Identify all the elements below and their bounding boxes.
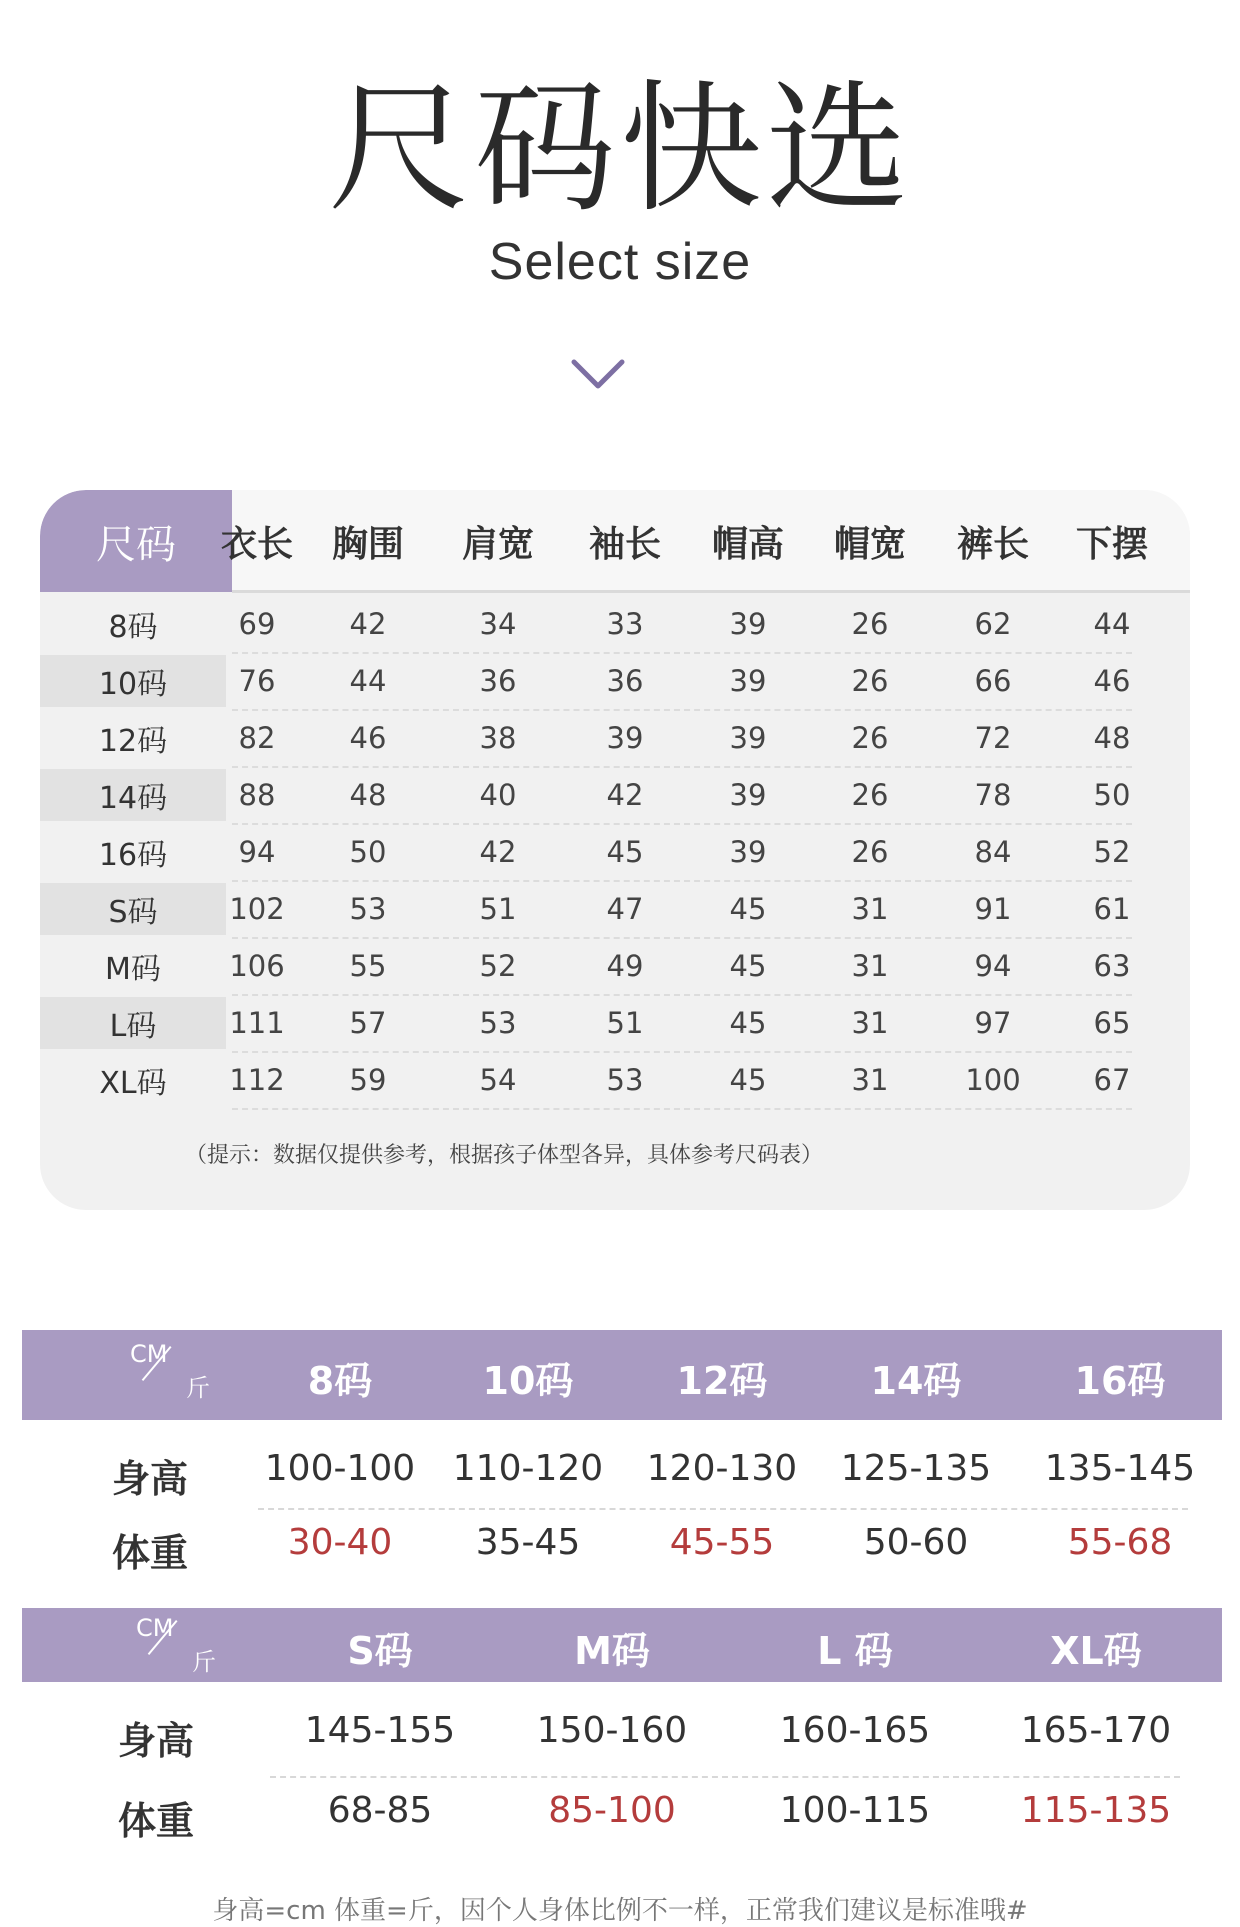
- page-title: 尺码快选: [328, 67, 912, 232]
- weight-value: 45-55: [669, 1522, 775, 1563]
- size-cell: 49: [606, 949, 644, 983]
- height-label: 身高: [117, 1719, 194, 1763]
- column-header: 肩宽: [461, 523, 534, 565]
- size-row-label: XL码: [99, 1066, 167, 1101]
- size-cell: 52: [1093, 835, 1131, 869]
- size-header: S码: [347, 1629, 413, 1673]
- size-cell: 51: [606, 1006, 644, 1040]
- size-cell: 46: [1093, 664, 1131, 698]
- height-value: 160-165: [779, 1710, 931, 1751]
- size-row-label: 10码: [40, 655, 226, 707]
- height-value: 120-130: [646, 1448, 798, 1489]
- size-cell: 97: [974, 1006, 1012, 1040]
- size-row-label: 8码: [108, 610, 158, 645]
- column-header: 胸围: [331, 523, 404, 565]
- size-cell: 50: [1093, 778, 1131, 812]
- size-cell: 61: [1093, 892, 1131, 926]
- weight-value: 55-68: [1067, 1522, 1173, 1563]
- chevron-down-icon: [570, 356, 626, 392]
- size-cell: 48: [1093, 721, 1131, 755]
- size-cell: 46: [349, 721, 387, 755]
- row-divider: [232, 823, 1132, 825]
- size-header: 8码: [307, 1359, 373, 1403]
- size-cell: 47: [606, 892, 644, 926]
- size-cell: 34: [479, 607, 517, 641]
- size-cell: 48: [349, 778, 387, 812]
- size-cell: 42: [479, 835, 517, 869]
- height-value: 150-160: [536, 1710, 688, 1751]
- size-cell: 88: [238, 778, 276, 812]
- size-cell: 53: [606, 1063, 644, 1097]
- unit-jin: 斤: [186, 1374, 210, 1402]
- column-header: 裤长: [956, 523, 1029, 565]
- size-cell: 39: [606, 721, 644, 755]
- size-header: M码: [574, 1629, 650, 1673]
- size-cell: 42: [349, 607, 387, 641]
- size-cell: 54: [479, 1063, 517, 1097]
- size-cell: 62: [974, 607, 1012, 641]
- size-row-label: S码: [40, 883, 226, 935]
- size-cell: 45: [729, 1006, 767, 1040]
- row-divider: [232, 1051, 1132, 1053]
- height-value: 145-155: [304, 1710, 456, 1751]
- size-cell: 67: [1093, 1063, 1131, 1097]
- size-cell: 39: [729, 721, 767, 755]
- column-header: 帽宽: [833, 523, 906, 565]
- row-divider: [232, 880, 1132, 882]
- row-divider: [270, 1776, 1180, 1778]
- size-header: XL码: [1050, 1629, 1142, 1673]
- size-cell: 102: [229, 892, 285, 926]
- size-column-header: 尺码: [40, 490, 232, 592]
- size-cell: 69: [238, 607, 276, 641]
- size-cell: 84: [974, 835, 1012, 869]
- size-header: 16码: [1074, 1359, 1166, 1403]
- size-cell: 39: [729, 778, 767, 812]
- row-divider: [232, 766, 1132, 768]
- row-divider: [258, 1508, 1188, 1510]
- size-cell: 53: [349, 892, 387, 926]
- size-cell: 65: [1093, 1006, 1131, 1040]
- size-cell: 36: [479, 664, 517, 698]
- size-cell: 33: [606, 607, 644, 641]
- height-value: 135-145: [1044, 1448, 1196, 1489]
- row-divider: [232, 1108, 1132, 1110]
- size-chart: [40, 490, 1190, 1210]
- size-cell: 45: [606, 835, 644, 869]
- size-cell: 106: [229, 949, 285, 983]
- weight-value: 35-45: [475, 1522, 581, 1563]
- size-cell: 53: [479, 1006, 517, 1040]
- size-cell: 39: [729, 607, 767, 641]
- size-cell: 44: [1093, 607, 1131, 641]
- size-cell: 57: [349, 1006, 387, 1040]
- size-cell: 36: [606, 664, 644, 698]
- column-header: 袖长: [588, 523, 661, 565]
- size-cell: 72: [974, 721, 1012, 755]
- size-cell: 26: [851, 607, 889, 641]
- height-label: 身高: [111, 1457, 188, 1501]
- size-cell: 26: [851, 664, 889, 698]
- size-cell: 100: [965, 1063, 1021, 1097]
- weight-label: 体重: [117, 1799, 194, 1843]
- size-cell: 66: [974, 664, 1012, 698]
- size-cell: 111: [229, 1006, 285, 1040]
- size-header: 14码: [870, 1359, 962, 1403]
- size-cell: 26: [851, 778, 889, 812]
- row-divider: [232, 652, 1132, 654]
- size-cell: 42: [606, 778, 644, 812]
- size-row-label: M码: [105, 952, 161, 987]
- size-header: 12码: [676, 1359, 768, 1403]
- column-header: 衣长: [220, 523, 293, 565]
- height-value: 125-135: [840, 1448, 992, 1489]
- size-tip: （提示：数据仅提供参考，根据孩子体型各异，具体参考尺码表）: [185, 1143, 824, 1168]
- weight-value: 50-60: [863, 1522, 969, 1563]
- size-cell: 39: [729, 835, 767, 869]
- page-subtitle: Select size: [488, 233, 752, 291]
- footer-note: 身高=cm 体重=斤，因个人身体比例不一样，正常我们建议是标准哦#: [212, 1896, 1028, 1926]
- size-cell: 31: [851, 1063, 889, 1097]
- size-row-label: L码: [40, 997, 226, 1049]
- size-cell: 31: [851, 1006, 889, 1040]
- size-cell: 51: [479, 892, 517, 926]
- size-cell: 31: [851, 949, 889, 983]
- size-row-label: 16码: [98, 838, 168, 873]
- weight-value: 85-100: [548, 1790, 676, 1831]
- size-cell: 45: [729, 949, 767, 983]
- size-cell: 112: [229, 1063, 285, 1097]
- weight-value: 100-115: [779, 1790, 931, 1831]
- size-cell: 91: [974, 892, 1012, 926]
- height-value: 100-100: [264, 1448, 416, 1489]
- row-divider: [232, 994, 1132, 996]
- size-cell: 26: [851, 721, 889, 755]
- size-cell: 94: [238, 835, 276, 869]
- row-divider: [232, 937, 1132, 939]
- weight-label: 体重: [111, 1531, 188, 1575]
- height-value: 165-170: [1020, 1710, 1172, 1751]
- size-cell: 38: [479, 721, 517, 755]
- size-cell: 44: [349, 664, 387, 698]
- column-header: 帽高: [711, 523, 784, 565]
- unit-cm: CM: [136, 1614, 174, 1642]
- height-value: 110-120: [452, 1448, 604, 1489]
- size-cell: 39: [729, 664, 767, 698]
- weight-value: 115-135: [1020, 1790, 1172, 1831]
- size-row-label: 12码: [98, 724, 168, 759]
- size-cell: 59: [349, 1063, 387, 1097]
- fit-table-1-header: [22, 1330, 1222, 1420]
- size-cell: 55: [349, 949, 387, 983]
- column-header: 下摆: [1075, 523, 1148, 565]
- size-header: 10码: [482, 1359, 574, 1403]
- size-cell: 94: [974, 949, 1012, 983]
- size-cell: 78: [974, 778, 1012, 812]
- weight-value: 68-85: [327, 1790, 433, 1831]
- size-cell: 40: [479, 778, 517, 812]
- size-cell: 50: [349, 835, 387, 869]
- size-cell: 45: [729, 1063, 767, 1097]
- unit-jin: 斤: [192, 1648, 216, 1676]
- row-divider: [232, 709, 1132, 711]
- size-cell: 76: [238, 664, 276, 698]
- size-cell: 52: [479, 949, 517, 983]
- unit-cm: CM: [130, 1340, 168, 1368]
- size-cell: 26: [851, 835, 889, 869]
- size-cell: 45: [729, 892, 767, 926]
- size-cell: 31: [851, 892, 889, 926]
- size-cell: 63: [1093, 949, 1131, 983]
- size-cell: 82: [238, 721, 276, 755]
- size-header: L 码: [817, 1629, 893, 1673]
- size-row-label: 14码: [40, 769, 226, 821]
- fit-table-2-header: [22, 1608, 1222, 1682]
- weight-value: 30-40: [287, 1522, 393, 1563]
